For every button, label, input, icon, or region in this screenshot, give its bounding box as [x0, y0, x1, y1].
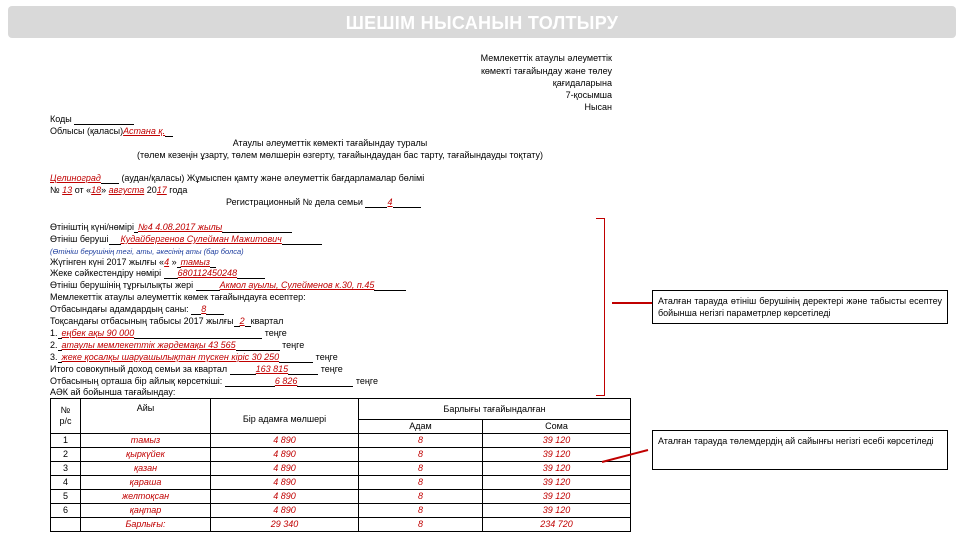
- cell-amount: 39 120: [483, 504, 631, 518]
- aek-label: АӘК ай бойынша тағайындау:: [50, 387, 176, 397]
- cell-people: 8: [359, 434, 483, 448]
- family-label: Отбасындағы адамдардың саны:: [50, 304, 189, 314]
- total-income-unit: теңге: [320, 364, 343, 374]
- applicant-value: Кудайбергенов Сулейман Мажитович: [120, 234, 282, 244]
- income-label-b: квартал: [250, 316, 284, 326]
- year-value: 17: [156, 185, 167, 195]
- callout-applicant-data: Аталған тарауда өтініш берушінің деректері және табысты есептеу бойынша негізгі параметрлер көрсетіледі: [652, 290, 948, 324]
- iin-value: 680112450248: [177, 268, 238, 278]
- cell-month: қыркүйек: [81, 448, 211, 462]
- calc-label: Мемлекеттік атаулы әлеуметтік көмек тағайындауға есептер:: [50, 292, 306, 302]
- region-label: Облысы (қаласы): [50, 126, 124, 136]
- year-suffix: года: [169, 185, 188, 195]
- family-value: 8: [201, 304, 207, 314]
- cell-people: 8: [359, 448, 483, 462]
- appendix-line-1: Мемлекеттік атаулы әлеуметтік: [480, 53, 612, 63]
- cell-num: 6: [51, 504, 81, 518]
- avg-label: Отбасының орташа бір айлық көрсеткіші:: [50, 376, 223, 386]
- cell-month: тамыз: [81, 434, 211, 448]
- cell-num: 3: [51, 462, 81, 476]
- header-group: Барлығы тағайындалған: [359, 399, 631, 420]
- income-item-num: 3.: [50, 352, 58, 362]
- income-label-a: Тоқсандағы отбасының табысы 2017 жылғы: [50, 316, 234, 326]
- cell-amount: 39 120: [483, 490, 631, 504]
- total-income-label: Итого совокупный доход семьи за квартал: [50, 364, 228, 374]
- cell-per: 4 890: [211, 462, 359, 476]
- cell-month: желтоқсан: [81, 490, 211, 504]
- income-item-num: 2.: [50, 340, 58, 350]
- cell-people: 8: [359, 476, 483, 490]
- income-item-value: жеке қосалқы шаруашылықтан түскен кіріс 30 250: [61, 352, 280, 362]
- cell-amount: 39 120: [483, 462, 631, 476]
- from-label: от «: [74, 185, 92, 195]
- cell-per: 4 890: [211, 490, 359, 504]
- total-people: 8: [359, 518, 483, 532]
- month-value: августа: [108, 185, 145, 195]
- address-label: Өтініш берушінің тұрғылықты жері: [50, 280, 194, 290]
- cell-amount: 39 120: [483, 448, 631, 462]
- header-amount: Сома: [483, 420, 631, 434]
- address-value: Акмол ауылы, Сулейменов к.30, п.45: [219, 280, 375, 290]
- total-label: Барлығы:: [81, 518, 211, 532]
- num-value: 13: [62, 185, 73, 195]
- reg-label: Регистрационный № дела семьи: [226, 197, 363, 207]
- appeal-day: 4: [164, 257, 170, 267]
- app-date-value: №4 4.08.2017 жылы: [137, 222, 223, 232]
- callout-payments: Аталған тарауда төлемдердің ай сайынғы негізгі есебі көрсетіледі: [652, 430, 948, 470]
- total-income-value: 163 815: [255, 364, 289, 374]
- page-title: ШЕШІМ НЫСАНЫН ТОЛТЫРУ: [345, 13, 619, 33]
- total-amount: 234 720: [483, 518, 631, 532]
- appendix-line-4: 7-қосымша: [565, 90, 612, 100]
- avg-unit: теңге: [355, 376, 378, 386]
- cell-month: қаңтар: [81, 504, 211, 518]
- number-line: № 13 от «18» августа 2017 года: [50, 185, 188, 195]
- app-date-label: Өтініштің күні/нөмірі: [50, 222, 134, 232]
- income-item-value: атаулы мемлекеттік жәрдемақы 43 565: [61, 340, 236, 350]
- appeal-date-label-a: Жүгінген күні 2017 жылғы «: [50, 257, 165, 267]
- reg-value: 4: [387, 197, 393, 207]
- cell-num: 1: [51, 434, 81, 448]
- code-label: Коды: [50, 114, 72, 124]
- income-quarter: 2: [239, 316, 245, 326]
- appeal-date-label-b: »: [171, 257, 177, 267]
- header-num-text: №: [60, 405, 71, 415]
- cell-month: қазан: [81, 462, 211, 476]
- income-item-unit: теңге: [315, 352, 338, 362]
- num-label: №: [50, 185, 60, 195]
- header-month: Айы: [81, 399, 211, 434]
- cell-num: 5: [51, 490, 81, 504]
- header-people: Адам: [359, 420, 483, 434]
- doc-subtitle: (төлем кезеңін ұзарту, төлем мөлшерін өзгерту, тағайындаудан бас тарту, тағайындауды тоқтату): [136, 150, 544, 160]
- applicant-hint: (Өтініш берушінің тегі, аты, әкесінің аты (бар болса): [50, 247, 244, 256]
- day-value: 18: [91, 185, 102, 195]
- header-num-sub: р/с: [59, 416, 72, 426]
- cell-people: 8: [359, 490, 483, 504]
- cell-people: 8: [359, 462, 483, 476]
- dept-value: Целиноград: [50, 173, 101, 183]
- cell-num: 4: [51, 476, 81, 490]
- cell-num: 2: [51, 448, 81, 462]
- total-per: 29 340: [211, 518, 359, 532]
- year-text: 20: [146, 185, 157, 195]
- applicant-label: Өтініш беруші: [50, 234, 109, 244]
- cell-per: 4 890: [211, 476, 359, 490]
- cell-per: 4 890: [211, 448, 359, 462]
- dept-label: (аудан/қаласы) Жұмыспен қамту және әлеуметтік бағдарламалар бөлімі: [121, 173, 425, 183]
- avg-value: 6 826: [274, 376, 298, 386]
- connector-line-2: [602, 450, 648, 462]
- appendix-line-3: қағидаларына: [552, 78, 612, 88]
- income-item-value: еңбек ақы 90 000: [61, 328, 135, 338]
- doc-title: Атаулы әлеуметтік көмекті тағайындау туралы: [232, 138, 428, 148]
- cell-amount: 39 120: [483, 476, 631, 490]
- income-item-unit: теңге: [282, 340, 305, 350]
- header-per-person: Бір адамға мөлшері: [211, 399, 359, 434]
- iin-label: Жеке сәйкестендіру нөмірі: [50, 268, 162, 278]
- cell-month: қараша: [81, 476, 211, 490]
- cell-amount: 39 120: [483, 434, 631, 448]
- appendix-line-2: көмекті тағайындау және төлеу: [480, 66, 612, 76]
- income-item-unit: теңге: [264, 328, 287, 338]
- income-item-num: 1.: [50, 328, 58, 338]
- cell-per: 4 890: [211, 504, 359, 518]
- cell-per: 4 890: [211, 434, 359, 448]
- appendix-line-5: Нысан: [584, 102, 612, 112]
- region-value: Астана қ.: [123, 126, 166, 136]
- appeal-month: тамыз: [180, 257, 210, 267]
- cell-people: 8: [359, 504, 483, 518]
